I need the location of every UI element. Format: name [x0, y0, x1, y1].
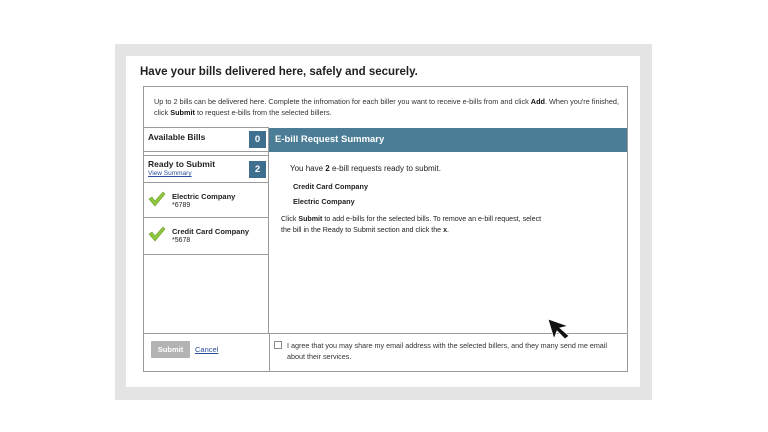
bill-name: Electric Company — [172, 192, 236, 201]
instr-x-word: x — [443, 226, 448, 234]
ready-bill-item[interactable] — [143, 183, 268, 218]
agree-text: I agree that you may share my email address with the selected billers, and they many send me email about their services. — [287, 341, 607, 361]
summary-header — [269, 128, 627, 152]
ready-to-submit-header — [143, 155, 268, 183]
instr-click: Click — [281, 215, 299, 223]
cancel-link[interactable]: Cancel — [195, 345, 219, 354]
page-title: Have your bills delivered here, safely and securely. — [140, 66, 418, 78]
summary-lead — [290, 164, 441, 173]
check-icon — [148, 226, 166, 242]
footer-divider-vertical — [269, 334, 270, 371]
intro-part-3: to request e-bills from the selected billers. — [194, 108, 332, 117]
request-item: Electric Company — [293, 197, 355, 206]
available-bills-count: 0 — [249, 131, 266, 148]
instr-submit-word: Submit — [298, 215, 323, 223]
summary-instructions — [281, 214, 551, 236]
intro-part-2: . When you're finished, click — [154, 97, 619, 117]
summary-title: E-bill Request Summary — [275, 134, 385, 145]
summary-lead-pre: You have — [290, 164, 326, 173]
available-bills-label: Available Bills — [148, 132, 206, 142]
bill-name: Credit Card Company — [172, 227, 250, 236]
agree-checkbox[interactable] — [274, 341, 282, 349]
check-icon — [148, 191, 166, 207]
submit-button[interactable]: Submit — [151, 341, 190, 358]
bill-list-column — [143, 127, 269, 334]
ready-bill-item[interactable] — [143, 218, 268, 255]
bill-account: *6789 — [172, 202, 191, 209]
mouse-pointer-icon — [547, 318, 571, 340]
request-item: Credit Card Company — [293, 182, 369, 191]
view-summary-link[interactable]: View Summary — [148, 170, 192, 177]
instr-mid: to add e-bills for the selected bills. To remove an e-bill request, select the bill in the Ready to Submit section and click the — [281, 215, 542, 234]
summary-lead-post: e-bill requests ready to submit. — [329, 164, 441, 173]
intro-part-1: Up to 2 bills can be delivered here. Complete the infromation for each biller you want to receive e-bills from and click — [154, 97, 531, 106]
available-bills-header — [143, 128, 268, 152]
intro-submit-word: Submit — [170, 108, 195, 117]
intro-text — [154, 96, 620, 118]
ready-to-submit-count: 2 — [249, 161, 266, 178]
ready-to-submit-label: Ready to Submit — [148, 159, 216, 169]
bill-account: *5678 — [172, 237, 191, 244]
instr-end: . — [447, 226, 449, 234]
intro-add-word: Add — [530, 97, 545, 106]
summary-lead-count: 2 — [325, 164, 330, 173]
